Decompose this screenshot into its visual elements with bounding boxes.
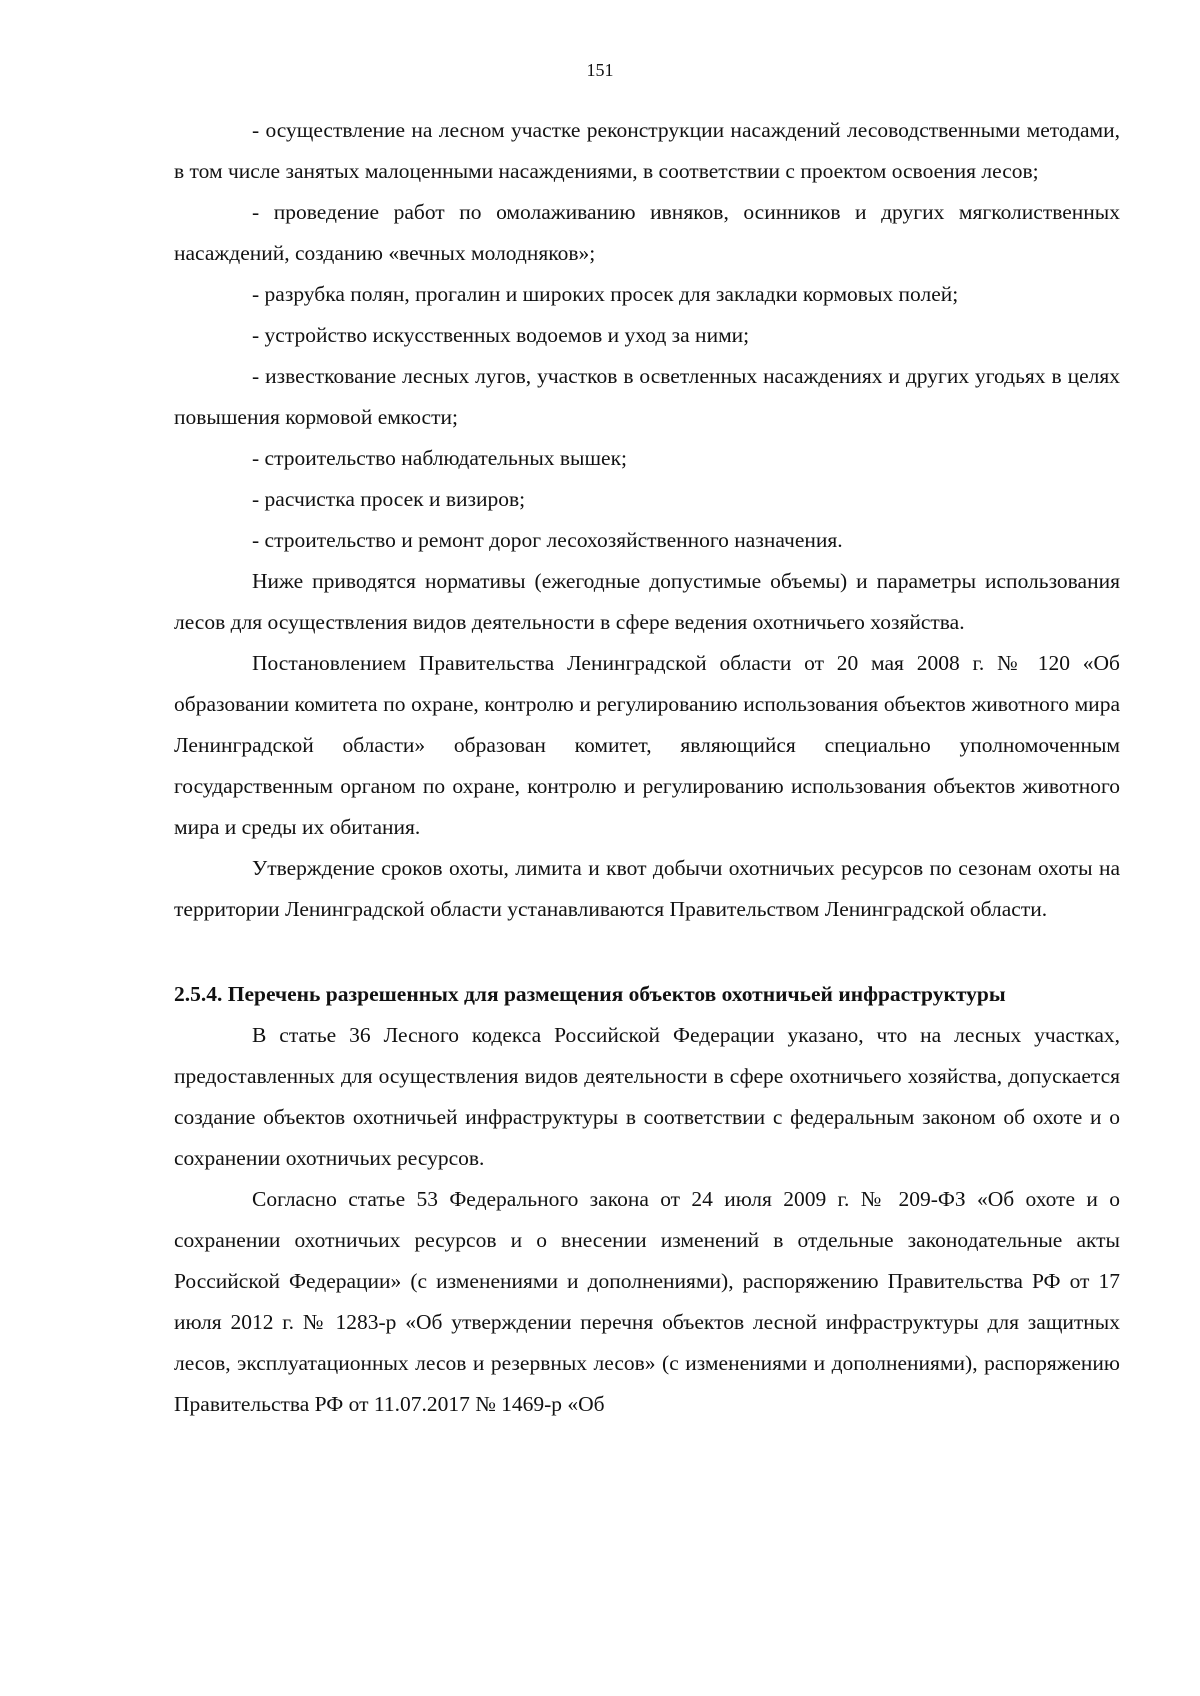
list-item-rejuvenation: - проведение работ по омолаживанию ивняков, осинников и других мягколиственных насаждений, созданию «вечных молодняков»; — [174, 200, 1120, 265]
page-number: 151 — [586, 60, 614, 80]
list-item-reconstruction: - осуществление на лесном участке реконструкции насаждений лесоводственными методами, в том числе занятых малоценными насаждениями, в соответствии с проектом освоения лесов; — [174, 118, 1120, 183]
paragraph-forest-code: В статье 36 Лесного кодекса Российской Федерации указано, что на лесных участках, предоставленных для осуществления видов деятельности в сфере охотничьего хозяйства, допускается создание объектов охотничьей инфраструктуры в соответствии с федеральным законом об охоте и о сохранении охотничьих ресурсов. — [174, 1023, 1120, 1170]
list-item-clearing-paths: - расчистка просек и визиров; — [252, 487, 526, 511]
list-item-water-bodies: - устройство искусственных водоемов и уход за ними; — [252, 323, 750, 347]
section-heading: 2.5.4. Перечень разрешенных для размещения объектов охотничьей инфраструктуры — [174, 982, 1006, 1006]
list-item-clearing-glades: - разрубка полян, прогалин и широких просек для закладки кормовых полей; — [252, 282, 959, 306]
paragraph-federal-law: Согласно статье 53 Федерального закона от 24 июля 2009 г. № 209-ФЗ «Об охоте и о сохранении охотничьих ресурсов и о внесении изменений в отдельные законодательные акты Российской Федерации» (с изменениями и дополнениями), распоряжению Правительства РФ от 17 июля 2012 г. № 1283-р «Об утверждении перечня объектов лесной инфраструктуры для защитных лесов, эксплуатационных лесов и резервных лесов» (с изменениями и дополнениями), распоряжению Правительства РФ от 11.07.2017 № 1469-р «Об — [174, 1187, 1120, 1416]
list-item-liming: - известкование лесных лугов, участков в осветленных насаждениях и других угодьях в целях повышения кормовой емкости; — [174, 364, 1120, 429]
document-body — [174, 110, 1120, 1425]
paragraph-resolution: Постановлением Правительства Ленинградской области от 20 мая 2008 г. № 120 «Об образовании комитета по охране, контролю и регулированию использования объектов животного мира Ленинградской области» образован комитет, являющийся специально уполномоченным государственным органом по охране, контролю и регулированию использования объектов животного мира и среды их обитания. — [174, 651, 1120, 839]
paragraph-hunting-terms: Утверждение сроков охоты, лимита и квот добычи охотничьих ресурсов по сезонам охоты на территории Ленинградской области устанавливаются Правительством Ленинградской области. — [174, 856, 1120, 921]
list-item-observation-towers: - строительство наблюдательных вышек; — [252, 446, 628, 470]
list-item-roads: - строительство и ремонт дорог лесохозяйственного назначения. — [252, 528, 843, 552]
paragraph-norms: Ниже приводятся нормативы (ежегодные допустимые объемы) и параметры использования лесов для осуществления видов деятельности в сфере ведения охотничьего хозяйства. — [174, 569, 1120, 634]
